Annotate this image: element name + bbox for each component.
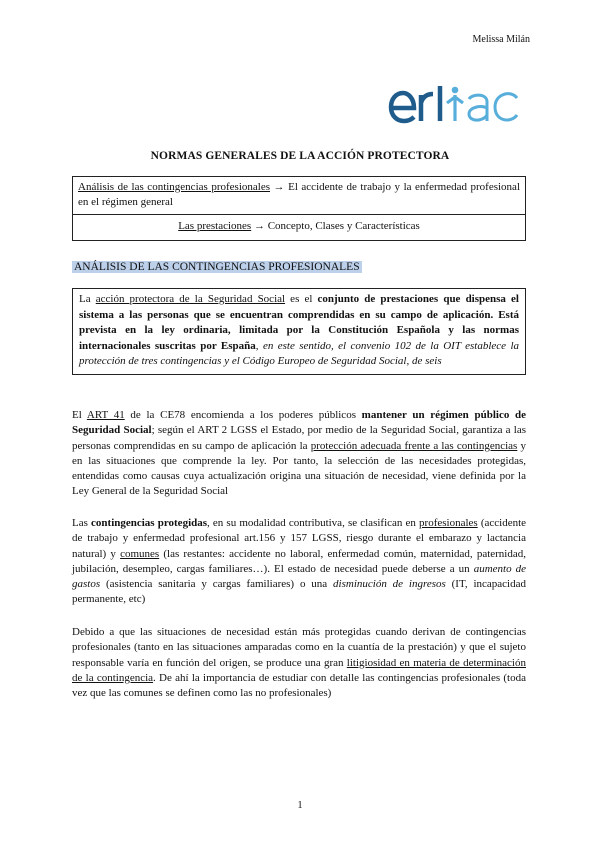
text-run: Debido a que las situaciones de necesidad están más protegidas cuando derivan de contingencias profesionales (tanto en las situaciones amparadas como en la cuantía de la prestación) y que el sujeto responsable varía en función del origen, se produce una gran [72,626,526,669]
text-run: , [255,339,263,352]
summary-link-contingencias[interactable]: Análisis de las contingencias profesionales [78,181,270,193]
definition-box [72,288,526,375]
bold-term: contingencias protegidas [91,517,208,529]
underlined-term: comunes [120,547,160,560]
underlined-term: profesionales [419,517,478,529]
italic-term: disminución de ingresos [333,578,446,591]
summary-text: Concepto, Clases y Características [264,220,420,232]
arrow-icon: → [273,181,285,193]
text-run: (accidente de trabajo y enfermedad profesional art.156 y 157 LGSS, riesgo durante el embarazo y lactancia natural) y [72,517,527,560]
underlined-term: acción protectora de la Seguridad Social [95,293,286,305]
text-run: El [72,409,87,421]
bold-term: mantener un régimen público de Seguridad Social [72,409,527,437]
underlined-term: litigiosidad en materia de determinación de la contingencia [72,656,526,684]
text-run: (IT, incapacidad permanente, etc) [72,578,526,606]
italic-note: en este sentido, el convenio 102 de la OIT establece la protección de tres contingencias y el Código Europeo de Seguridad Social, de seis [79,339,520,367]
paragraph-contingencias [72,516,526,608]
text-run: es el [285,293,318,305]
author-name: Melissa Milán [472,34,530,45]
summary-row [73,177,526,215]
summary-link-prestaciones[interactable]: Las prestaciones [178,220,252,232]
text-run: Las [72,517,92,529]
summary-text: El accidente de trabajo y la enfermedad profesional en el régimen general [78,181,520,208]
underlined-term: ART 41 [86,409,125,421]
document-title: NORMAS GENERALES DE LA ACCIÓN PROTECTORA [150,150,450,162]
page-number: 1 [297,800,303,811]
logo-text: erlac [388,84,390,85]
arrow-icon: → [253,220,265,232]
paragraph-litigiosidad [72,625,526,701]
summary-cell [73,215,526,241]
text-run: , en su modalidad contributiva, se clasifican en [207,517,420,529]
text-run: (asistencia sanitaria y cargas familiares) o una [100,578,334,591]
text-run: de la CE78 encomienda a los poderes públicos [124,409,362,421]
paragraph-art41 [72,408,526,500]
summary-cell [73,177,526,215]
summary-table [72,176,526,241]
section-heading: ANÁLISIS DE LAS CONTINGENCIAS PROFESIONALES [74,261,360,273]
erlac-logo [388,84,528,124]
underlined-term: protección adecuada frente a las contingencias [310,439,518,452]
text-run: (las restantes: accidente no laboral, enfermedad común, maternidad, paternidad, jubilación, desempleo, cargas familiares…). El estado de necesidad puede deberse a un [72,547,526,575]
text-run: y en las situaciones que comprende la ley. Por tanto, la selección de las necesidades protegidas, entendidas como causas cuya actualización origina una situación de necesidad, viene definida por la Ley General de la Seguridad Social [72,439,527,498]
italic-term: aumento de gastos [72,562,526,591]
text-run: . De ahí la importancia de estudiar con detalle las contingencias profesionales (toda vez que las comunes se definen como las no profesionales) [72,671,526,700]
bold-definition: conjunto de prestaciones que dispensa el sistema a las personas que se encuentran comprendidas en su campo de aplicación. Está prevista en la ley ordinaria, limitada por la Constitución Española y las normas internacionales suscritas por España [79,293,519,352]
text-run: La [79,293,96,305]
text-run: ; según el ART 2 LGSS el Estado, por medio de la Seguridad Social, garantiza a las personas comprendidas en su campo de aplicación la [72,424,526,452]
summary-row [73,215,526,241]
